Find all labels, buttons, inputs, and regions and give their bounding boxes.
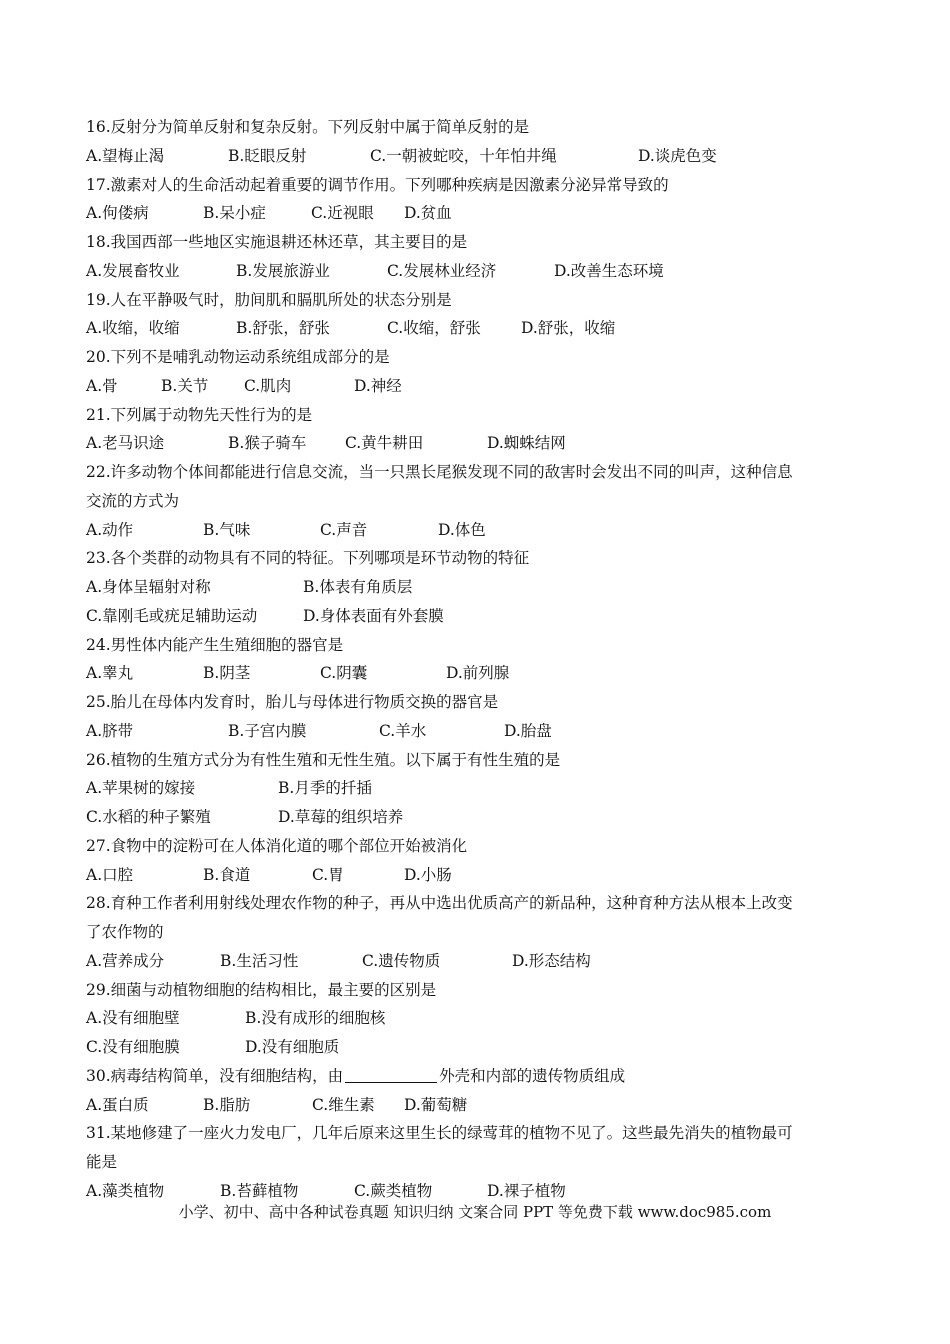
question-31-stem: 31.某地修建了一座火力发电厂，几年后原来这里生长的绿莺茸的植物不见了。这些最先消失的植物最可 — [86, 1124, 793, 1143]
question-27-options — [86, 861, 876, 890]
option-d: D.草莓的组织培养 — [278, 808, 404, 826]
option-b: B.脂肪 — [203, 1095, 251, 1114]
question-22-stem: 22.许多动物个体间都能进行信息交流，当一只黑长尾猴发现不同的敌害时会发出不同的叫声，这种信息 — [86, 463, 793, 481]
question-23-stem: 23.各个类群的动物具有不同的特征。下列哪项是环节动物的特征 — [86, 549, 530, 568]
option-a: A.脐带 — [86, 721, 134, 740]
option-d: D.小肠 — [404, 865, 452, 884]
question-22-stem-continued: 交流的方式为 — [86, 491, 180, 510]
option-b: B.猴子骑车 — [228, 434, 307, 453]
question-30-stem-before: 30.病毒结构简单，没有细胞结构，由 — [86, 1066, 344, 1085]
option-b: B.呆小症 — [203, 204, 266, 223]
question-19-stem: 19.人在平静吸气时，肋间肌和膈肌所处的状态分别是 — [86, 290, 452, 309]
option-c: C.肌肉 — [244, 376, 292, 395]
option-b: B.食道 — [203, 865, 251, 884]
option-d: D.贫血 — [404, 204, 452, 223]
question-29-options-row1 — [86, 1004, 876, 1033]
option-d: D.葡萄糖 — [404, 1095, 468, 1114]
question-30-stem-after: 外壳和内部的遗传物质组成 — [439, 1066, 626, 1085]
option-a: A.没有细胞壁 — [86, 1009, 180, 1028]
question-31-stem-continued: 能是 — [86, 1153, 118, 1171]
option-a: A.骨 — [86, 376, 118, 395]
option-c: C.阴囊 — [320, 664, 368, 683]
option-a: A.藻类植物 — [86, 1181, 165, 1200]
option-b: B.眨眼反射 — [228, 146, 307, 165]
question-18-stem: 18.我国西部一些地区实施退耕还林还草，其主要目的是 — [86, 233, 468, 251]
option-a: A.营养成分 — [86, 951, 165, 970]
option-c: C.黄牛耕田 — [345, 434, 424, 453]
option-a: A.发展畜牧业 — [86, 261, 180, 280]
option-c: C.近视眼 — [311, 204, 374, 223]
question-23-options-row1 — [86, 573, 876, 602]
option-b: B.阴茎 — [203, 664, 251, 683]
question-29-options-row2 — [86, 1033, 876, 1062]
question-21-options — [86, 429, 876, 458]
option-c: C.收缩，舒张 — [387, 319, 481, 338]
option-d: D.胎盘 — [504, 721, 552, 740]
question-26-options-row2 — [86, 803, 876, 832]
question-20-options — [86, 372, 876, 401]
question-23-options-row2 — [86, 602, 876, 631]
option-d: D.舒张，收缩 — [521, 319, 616, 338]
option-b: B.月季的扦插 — [278, 779, 372, 798]
option-b: B.子宫内膜 — [228, 721, 307, 740]
option-c: C.蕨类植物 — [354, 1181, 433, 1200]
option-d: D.前列腺 — [446, 664, 510, 683]
option-b: B.发展旅游业 — [236, 261, 330, 280]
option-b: B.苔藓植物 — [220, 1181, 299, 1200]
option-a: A.收缩，收缩 — [86, 319, 180, 338]
option-c: C.声音 — [320, 520, 368, 539]
question-28-stem-continued: 了农作物的 — [86, 923, 164, 941]
option-a: A.望梅止渴 — [86, 146, 165, 165]
answer-blank — [345, 1064, 437, 1083]
option-a: A.佝偻病 — [86, 204, 149, 223]
question-24-options — [86, 659, 876, 688]
option-c: C.羊水 — [379, 721, 427, 740]
question-30-options — [86, 1091, 876, 1120]
option-d: D.形态结构 — [512, 951, 591, 970]
option-a: A.苹果树的嫁接 — [86, 779, 196, 798]
question-17-stem: 17.激素对人的生命活动起着重要的调节作用。下列哪种疾病是因激素分泌异常导致的 — [86, 175, 669, 194]
question-24-stem: 24.男性体内能产生生殖细胞的器官是 — [86, 635, 344, 654]
option-c: C.胃 — [312, 865, 344, 884]
option-a: A.身体呈辐射对称 — [86, 578, 211, 596]
question-28-options — [86, 947, 876, 976]
question-28-stem: 28.育种工作者利用射线处理农作物的种子，再从中选出优质高产的新品种，这种育种方法从根本上改变 — [86, 894, 793, 913]
option-b: B.没有成形的细胞核 — [245, 1009, 386, 1028]
question-25-stem: 25.胎儿在母体内发育时，胎儿与母体进行物质交换的器官是 — [86, 693, 499, 711]
option-c: C.发展林业经济 — [387, 261, 497, 280]
question-30-stem — [86, 1062, 876, 1091]
option-d: D.身体表面有外套膜 — [303, 606, 444, 625]
option-a: A.蛋白质 — [86, 1095, 149, 1114]
option-b: B.生活习性 — [220, 951, 299, 970]
option-c: C.没有细胞膜 — [86, 1038, 180, 1056]
option-d: D.体色 — [438, 520, 486, 539]
option-d: D.蜘蛛结网 — [487, 434, 566, 453]
option-c: C.遗传物质 — [362, 951, 441, 970]
question-21-stem: 21.下列属于动物先天性行为的是 — [86, 405, 313, 424]
question-26-stem: 26.植物的生殖方式分为有性生殖和无性生殖。以下属于有性生殖的是 — [86, 750, 561, 769]
question-29-stem: 29.细菌与动植物细胞的结构相比，最主要的区别是 — [86, 980, 437, 999]
question-22-options — [86, 516, 876, 545]
option-c: C.一朝被蛇咬，十年怕井绳 — [370, 146, 557, 165]
question-16-stem: 16.反射分为简单反射和复杂反射。下列反射中属于简单反射的是 — [86, 118, 530, 136]
option-b: B.气味 — [203, 520, 251, 539]
option-d: D.裸子植物 — [487, 1181, 566, 1200]
question-27-stem: 27.食物中的淀粉可在人体消化道的哪个部位开始被消化 — [86, 836, 468, 855]
question-16-options — [86, 142, 876, 171]
exam-page — [86, 113, 876, 1206]
option-b: B.舒张，舒张 — [236, 319, 330, 338]
question-17-options — [86, 199, 876, 228]
option-c: C.水稻的种子繁殖 — [86, 808, 211, 826]
option-d: D.没有细胞质 — [245, 1038, 340, 1056]
option-d: D.改善生态环境 — [554, 261, 664, 280]
option-c: C.靠刚毛或疣足辅助运动 — [86, 606, 258, 625]
option-b: B.体表有角质层 — [303, 578, 413, 596]
footer-download-notice: 小学、初中、高中各种试卷真题 知识归纳 文案合同 PPT 等免费下载 www.doc985.com — [178, 1203, 772, 1221]
question-18-options — [86, 257, 876, 286]
option-d: D.神经 — [354, 376, 402, 395]
question-20-stem: 20.下列不是哺乳动物运动系统组成部分的是 — [86, 348, 390, 366]
option-a: A.老马识途 — [86, 434, 165, 453]
option-d: D.谈虎色变 — [638, 146, 717, 165]
option-a: A.动作 — [86, 520, 134, 539]
question-19-options — [86, 314, 876, 343]
question-25-options — [86, 717, 876, 746]
option-a: A.口腔 — [86, 865, 134, 884]
option-a: A.睾丸 — [86, 664, 134, 683]
option-c: C.维生素 — [312, 1095, 375, 1114]
question-26-options-row1 — [86, 774, 876, 803]
option-b: B.关节 — [161, 376, 209, 395]
